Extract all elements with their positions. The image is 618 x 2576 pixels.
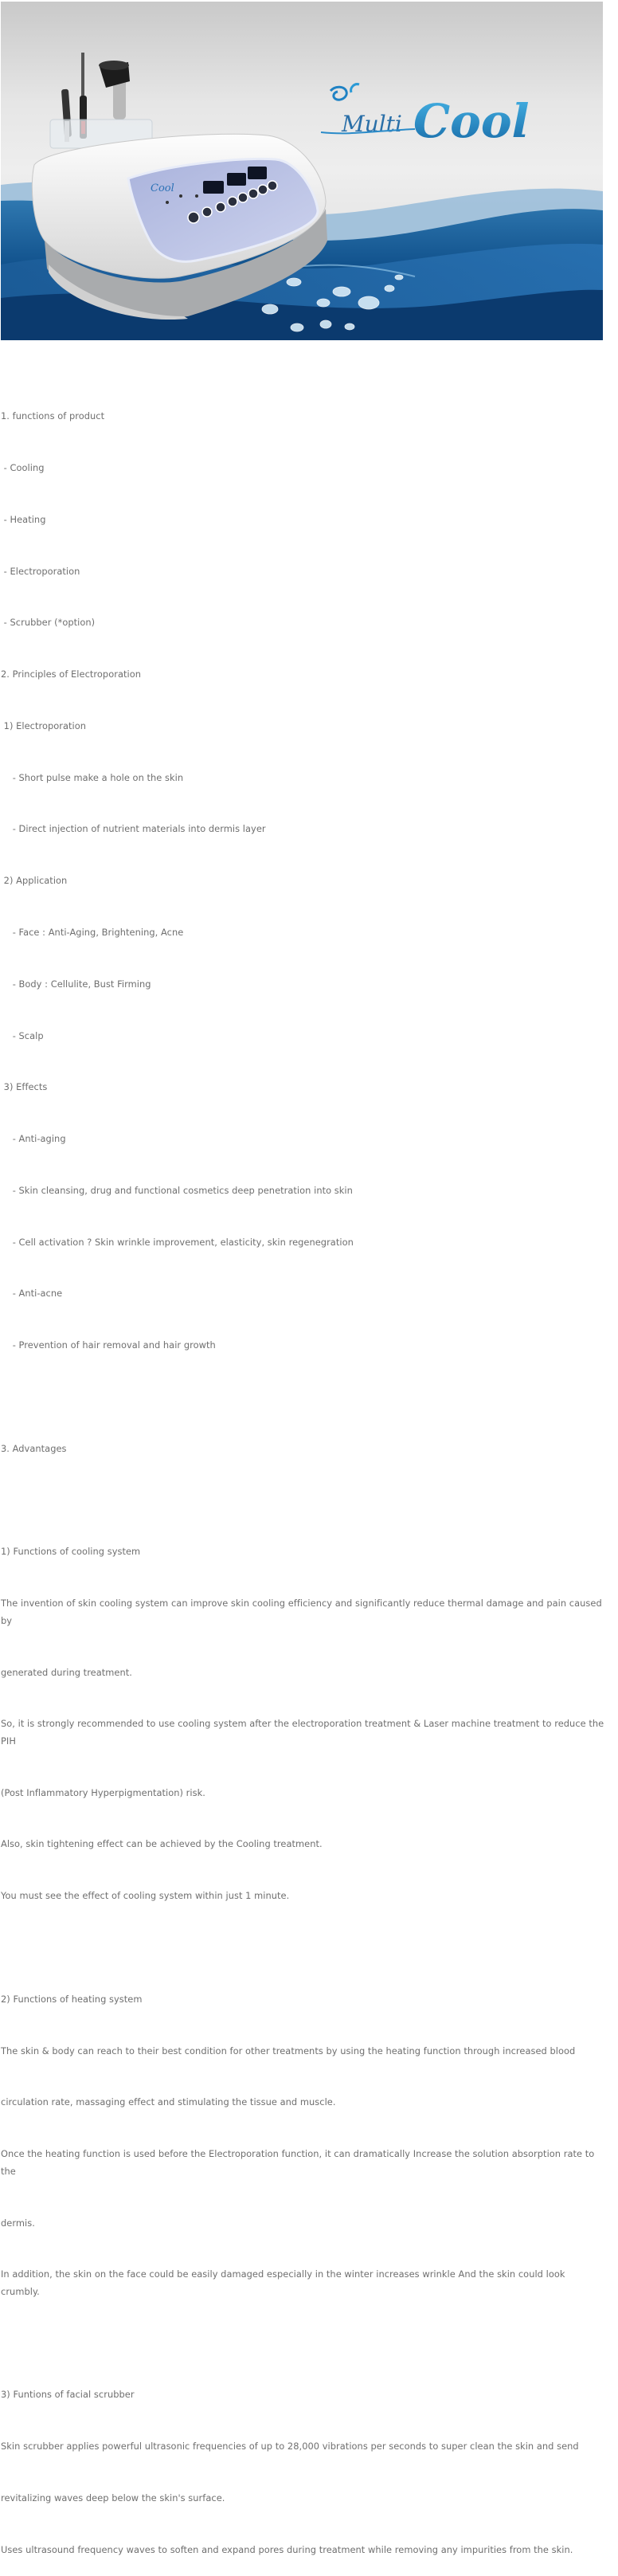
text-line: 1) Functions of cooling system [1,1546,141,1558]
text-line: Once the heating function is used before the Electroporation function, it can dramatically Increase the solution absorption rate to the [1,2148,597,2177]
blank-line [1,2335,606,2353]
text-line: circulation rate, massaging effect and stimulating the tissue and muscle. [1,2096,336,2108]
text-line: - Anti-acne [1,1288,63,1300]
text-line: - Anti-aging [1,1133,66,1145]
text-line: dermis. [1,2217,35,2229]
text-line: - Prevention of hair removal and hair growth [1,1339,216,1351]
text-line: 3) Effects [1,1081,48,1093]
device-panel-logo: Cool [151,182,174,194]
text-line: 2) Application [1,875,68,887]
text-line: You must see the effect of cooling system within just 1 minute. [1,1890,290,1902]
text-line: In addition, the skin on the face could be easily damaged especially in the winter increases wrinkle And the skin could look crumbly. [1,2268,569,2297]
text-line: - Heating [1,513,46,525]
multi-cool-logo [321,84,530,148]
text-line: The skin & body can reach to their best condition for other treatments by using the heating function through increased blood [1,2045,576,2056]
text-line: - Cooling [1,461,45,473]
text-line: revitalizing waves deep below the skin's surface. [1,2492,225,2504]
product-banner [1,2,603,340]
text-line: (Post Inflammatory Hyperpigmentation) risk. [1,1786,205,1798]
banner-artwork [1,2,603,340]
text-line: - Electroporation [1,565,80,577]
text-line: 1) Electroporation [1,719,87,731]
text-line: generated during treatment. [1,1666,132,1678]
text-line: - Scalp [1,1029,44,1041]
text-line: 3) Funtions of facial scrubber [1,2389,135,2401]
blank-line [1,1492,606,1510]
text-line: Also, skin tightening effect can be achieved by the Cooling treatment. [1,1838,323,1850]
text-line: - Body : Cellulite, Bust Firming [1,978,151,990]
text-line: - Cell activation ? Skin wrinkle improvement, elasticity, skin regenegration [1,1236,354,1248]
text-line: - Direct injection of nutrient materials into dermis layer [1,823,266,835]
blank-line [1,1389,606,1406]
logo-multi-text: Multi [342,111,402,137]
text-line: 2) Functions of heating system [1,1993,143,2005]
text-line: - Skin cleansing, drug and functional cosmetics deep penetration into skin [1,1184,353,1196]
product-description [1,374,606,2576]
text-line: - Short pulse make a hole on the skin [1,771,184,783]
text-line: 1. functions of product [1,410,105,422]
text-line: Uses ultrasound frequency waves to soften and expand pores during treatment while removing any impurities from the skin. [1,2543,573,2555]
text-line: 2. Principles of Electroporation [1,669,141,680]
text-line: The invention of skin cooling system can improve skin cooling efficiency and significantly reduce thermal damage and pain caused by [1,1598,605,1626]
blank-line [1,1939,606,1957]
text-line: 3. Advantages [1,1442,67,1454]
text-line: - Face : Anti-Aging, Brightening, Acne [1,927,184,938]
text-line: So, it is strongly recommended to use cooling system after the electroporation treatment & Laser machine treatment to reduce the PIH [1,1718,607,1747]
text-line: Skin scrubber applies powerful ultrasonic frequencies of up to 28,000 vibrations per seconds to super clean the skin and send [1,2441,579,2452]
logo-cool-text: Cool [413,94,530,148]
text-line: - Scrubber (*option) [1,617,96,629]
